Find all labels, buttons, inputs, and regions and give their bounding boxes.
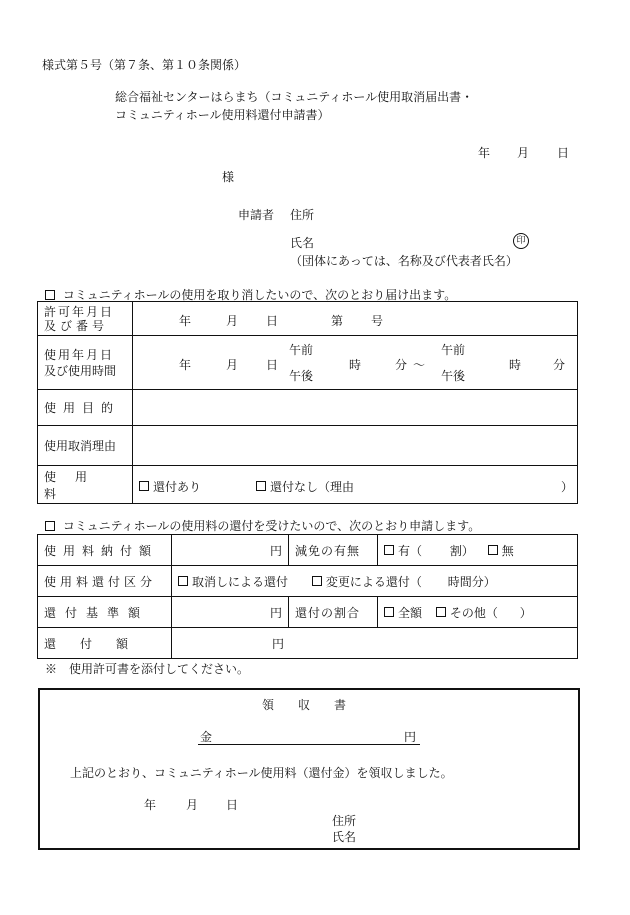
permit-label-1: 許可年月日 — [44, 304, 115, 319]
refund-yes[interactable] — [139, 478, 201, 495]
section2-heading — [45, 517, 480, 534]
end-minute: 分 — [553, 357, 566, 372]
end-hour: 時 — [509, 357, 522, 372]
seal-mark — [513, 232, 529, 249]
receipt-kin: 金 — [200, 730, 213, 744]
paid-label: 使用料納付額 — [38, 535, 172, 566]
reason-label: 使用取消理由 — [38, 426, 133, 466]
title-line-1: 総合福祉センターはらまち（コミュニティホール使用取消届出書・ — [115, 90, 474, 104]
paid-yen: 円 — [269, 543, 282, 558]
seal-icon: 印 — [513, 233, 529, 249]
amount-yen: 円 — [272, 636, 285, 651]
ratio-label: 還付の割合 — [289, 597, 378, 628]
category-value[interactable] — [172, 566, 578, 597]
receipt-year: 年 — [144, 798, 157, 812]
date-day: 日 — [557, 146, 570, 160]
receipt-yen: 円 — [404, 730, 417, 744]
refund-close-paren: ） — [561, 479, 574, 494]
name-label: 氏名 — [290, 236, 315, 250]
ratio-value[interactable] — [378, 597, 578, 628]
section1-heading-text: コミュニティホールの使用を取り消したいので、次のとおり届け出ます。 — [62, 288, 457, 302]
exemption-value[interactable] — [378, 535, 578, 566]
permit-day: 日 — [266, 313, 279, 328]
base-yen: 円 — [269, 605, 282, 620]
category-label: 使用料還付区分 — [38, 566, 172, 597]
checkbox-icon[interactable] — [384, 545, 394, 555]
permit-label-2: 及び番号 — [44, 318, 109, 333]
purpose-label: 使用目的 — [38, 390, 133, 426]
checkbox-icon[interactable] — [312, 576, 322, 586]
reason-value[interactable] — [133, 426, 578, 466]
usage-label-1: 使用年月日 — [44, 347, 115, 362]
exemption-label: 減免の有無 — [289, 535, 378, 566]
form-number: 様式第５号（第７条、第１０条関係） — [42, 58, 247, 72]
checkbox-icon[interactable] — [178, 576, 188, 586]
receipt-month: 月 — [186, 798, 199, 812]
date-month: 月 — [517, 146, 530, 160]
end-gogo: 午後 — [441, 368, 466, 383]
attach-note: ※ 使用許可書を添付してください。 — [45, 662, 250, 676]
checkbox-icon[interactable] — [488, 545, 498, 555]
permit-value[interactable] — [133, 302, 578, 336]
usage-label-2: 及び使用時間 — [44, 363, 117, 378]
usage-label — [38, 336, 133, 390]
applicant-label: 申請者 — [238, 208, 275, 222]
checkbox-icon[interactable] — [139, 481, 149, 491]
receipt-day: 日 — [226, 798, 239, 812]
checkbox-icon[interactable] — [436, 607, 446, 617]
range-tilde: ～ — [413, 357, 426, 372]
receipt-body: 上記のとおり、コミュニティホール使用料（還付金）を領収しました。 — [70, 766, 453, 780]
cat-cancel-label: 取消しによる還付 — [192, 574, 289, 589]
receipt-title: 領 収 書 — [262, 698, 347, 712]
paid-value[interactable] — [172, 535, 289, 566]
cancellation-table — [37, 301, 578, 504]
start-gozen: 午前 — [289, 342, 314, 357]
receipt-box — [38, 688, 580, 850]
exempt-no-label: 無 — [501, 543, 514, 558]
permit-dai: 第 — [331, 313, 344, 328]
addressee-sama: 様 — [222, 170, 235, 184]
name-note: （団体にあっては、名称及び代表者氏名） — [290, 254, 518, 268]
end-gozen: 午前 — [441, 342, 466, 357]
usage-value[interactable] — [133, 336, 578, 390]
address-label: 住所 — [290, 208, 315, 222]
base-label: 還付基準額 — [38, 597, 172, 628]
date-year: 年 — [478, 146, 491, 160]
receipt-name: 氏名 — [332, 830, 357, 844]
refund-no[interactable] — [256, 478, 354, 495]
cat-change-label: 変更による還付（ — [325, 574, 422, 589]
ratio-close: ） — [519, 605, 532, 620]
ratio-full-label: 全額 — [398, 605, 423, 620]
permit-year: 年 — [179, 313, 192, 328]
purpose-value[interactable] — [133, 390, 578, 426]
checkbox-icon[interactable] — [45, 521, 55, 531]
permit-month: 月 — [226, 313, 239, 328]
permit-gou: 号 — [371, 313, 384, 328]
base-value[interactable] — [172, 597, 289, 628]
checkbox-icon[interactable] — [45, 290, 55, 300]
usage-month: 月 — [226, 357, 239, 372]
start-minute: 分 — [395, 357, 408, 372]
ratio-other-label: その他（ — [449, 605, 498, 620]
permit-label — [38, 302, 133, 336]
exempt-yes-label: 有（ — [398, 543, 423, 558]
exempt-wari: 割） — [449, 543, 474, 558]
checkbox-icon[interactable] — [384, 607, 394, 617]
refund-yes-label: 還付あり — [153, 479, 202, 494]
refund-no-label: 還付なし（理由 — [270, 479, 355, 494]
checkbox-icon[interactable] — [256, 481, 266, 491]
start-hour: 時 — [349, 357, 362, 372]
cat-hours: 時間分） — [447, 574, 496, 589]
refund-table — [37, 534, 578, 659]
title-line-2: コミュニティホール使用料還付申請書） — [115, 108, 330, 122]
refund-choice[interactable] — [133, 466, 578, 504]
section2-heading-text: コミュニティホールの使用料の還付を受けたいので、次のとおり申請します。 — [62, 519, 481, 533]
receipt-amount-line[interactable] — [198, 728, 420, 745]
usage-year: 年 — [179, 357, 192, 372]
usage-day: 日 — [266, 357, 279, 372]
receipt-address: 住所 — [332, 814, 357, 828]
start-gogo: 午後 — [289, 368, 314, 383]
fee-label: 使用料 — [38, 466, 133, 504]
amount-value[interactable] — [172, 628, 578, 659]
amount-label: 還付額 — [38, 628, 172, 659]
